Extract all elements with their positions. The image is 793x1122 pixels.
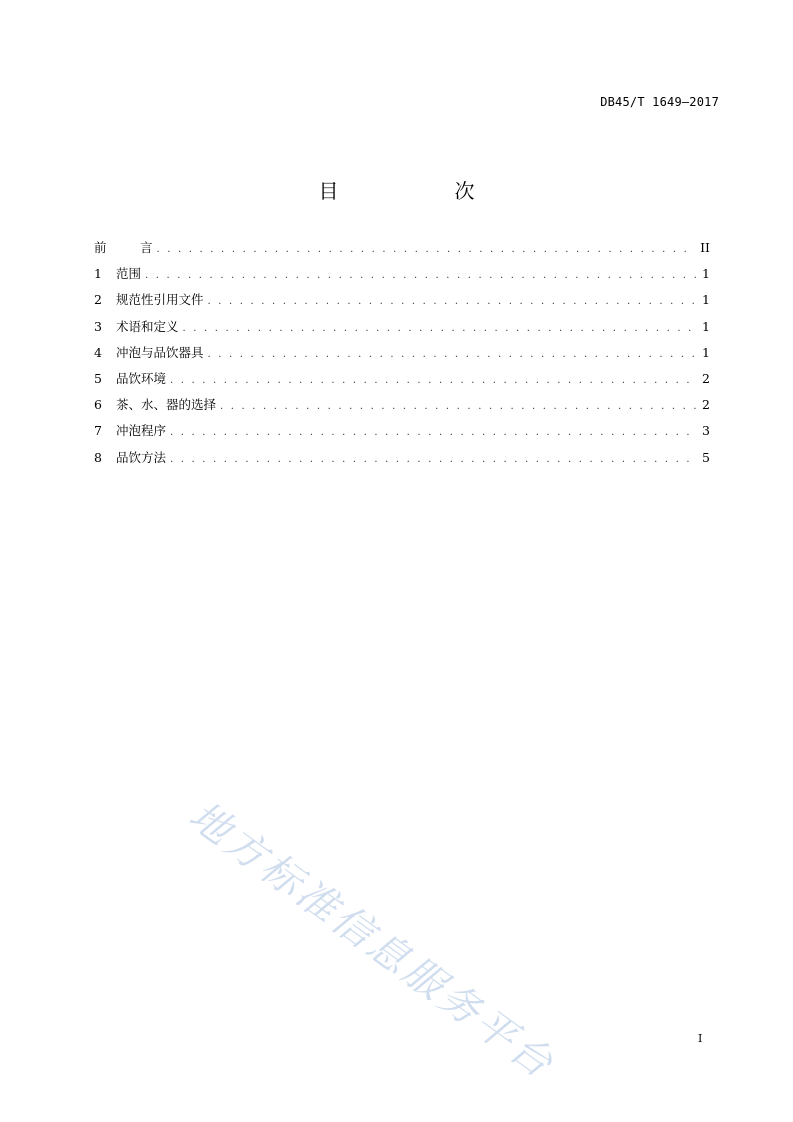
toc-entry-tasting-method[interactable] xyxy=(94,448,710,474)
toc-entry-number: 7 xyxy=(94,423,102,439)
toc-entry-number: 前 xyxy=(94,240,107,255)
toc-leader-dots xyxy=(170,427,696,438)
toc-entry-label: 茶、水、器的选择 xyxy=(116,397,217,413)
toc-leader-dots xyxy=(208,296,697,307)
toc-entry-page: 2 xyxy=(702,370,710,386)
toc-entry-foreword[interactable] xyxy=(94,238,710,264)
toc-entry-tasting-environment[interactable] xyxy=(94,369,710,395)
toc-entry-number: 3 xyxy=(94,318,102,334)
watermark: 地方标准信息服务平台 xyxy=(180,792,564,1089)
toc-entry-brewing-procedure[interactable] xyxy=(94,421,710,447)
toc-entry-page: 1 xyxy=(702,318,710,334)
toc-entry-selection[interactable] xyxy=(94,395,710,421)
toc-entry-page: 1 xyxy=(702,266,710,282)
toc-entry-terms-definitions[interactable] xyxy=(94,317,710,343)
toc-entry-page: 1 xyxy=(702,344,710,360)
toc-entry-label: 冲泡与品饮器具 xyxy=(116,344,204,360)
table-of-contents xyxy=(94,238,710,474)
toc-entry-number: 2 xyxy=(94,292,102,308)
toc-entry-label: 规范性引用文件 xyxy=(116,292,204,308)
toc-entry-scope[interactable] xyxy=(94,264,710,290)
toc-entry-brewing-utensils[interactable] xyxy=(94,343,710,369)
toc-entry-number: 5 xyxy=(94,370,102,386)
toc-entry-page: 5 xyxy=(702,449,710,465)
toc-leader-dots xyxy=(170,454,696,465)
toc-entry-page: 1 xyxy=(702,292,710,308)
toc-leader-dots xyxy=(220,401,696,412)
page-number: I xyxy=(698,1032,703,1045)
document-code: DB45/T 1649—2017 xyxy=(600,95,719,109)
toc-entry-label: 范围 xyxy=(116,266,142,282)
toc-entry-label: 品饮环境 xyxy=(116,370,167,386)
toc-leader-dots xyxy=(157,244,695,255)
toc-leader-dots xyxy=(208,349,697,360)
toc-entry-normative-references[interactable] xyxy=(94,290,710,316)
toc-entry-label: 品饮方法 xyxy=(116,449,167,465)
toc-leader-dots xyxy=(145,270,696,281)
toc-entry-label: 术语和定义 xyxy=(116,318,179,334)
toc-entry-label: 言 xyxy=(140,240,153,255)
toc-entry-number: 8 xyxy=(94,449,102,465)
toc-leader-dots xyxy=(170,375,696,386)
toc-title: 目 次 xyxy=(318,179,523,203)
toc-entry-page: 2 xyxy=(702,397,710,413)
toc-leader-dots xyxy=(183,323,697,334)
toc-entry-page: II xyxy=(700,240,710,255)
toc-entry-label: 冲泡程序 xyxy=(116,423,167,439)
toc-entry-number: 1 xyxy=(94,266,102,282)
toc-entry-number: 6 xyxy=(94,397,102,413)
toc-entry-number: 4 xyxy=(94,344,102,360)
toc-entry-page: 3 xyxy=(702,423,710,439)
